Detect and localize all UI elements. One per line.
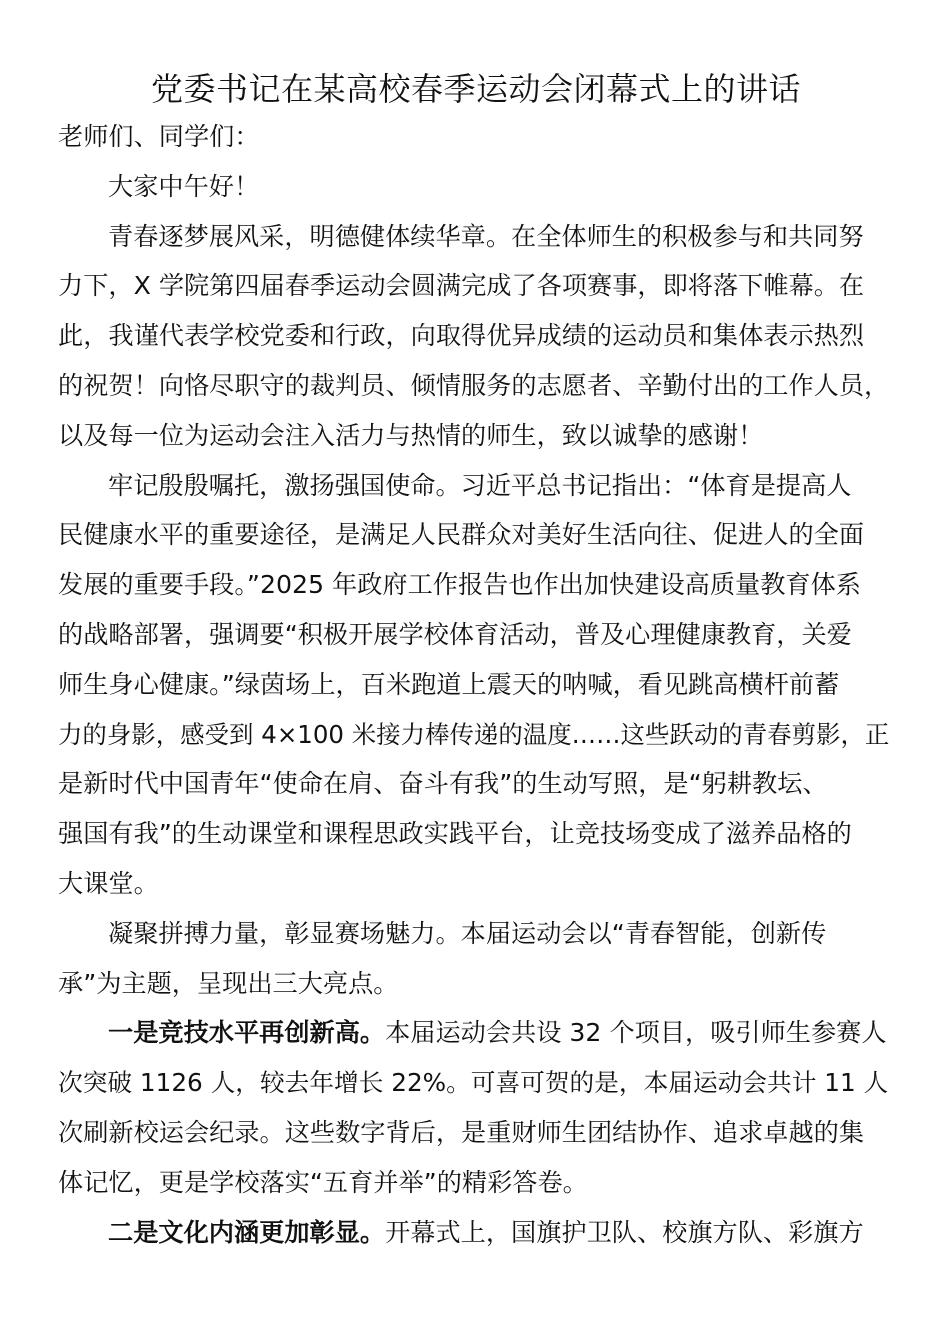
paragraph-line: 民健康水平的重要途径，是满足人民群众对美好生活向往、促进人的全面: [58, 520, 864, 550]
paragraph-text: 开幕式上，国旗护卫队、校旗方队、彩旗方: [385, 1217, 864, 1247]
paragraph-line: 凝聚拼搏力量，彰显赛场魅力。本届运动会以“青春智能，创新传: [108, 918, 827, 948]
paragraph-lead: 二是文化内涵更加彰显。: [108, 1217, 386, 1247]
paragraph-2: [58, 461, 894, 909]
paragraph-line: 以及每一位为运动会注入活力与热情的师生，致以诚挚的感谢！: [58, 420, 764, 450]
paragraph-line: [58, 1008, 894, 1058]
paragraph-line: 师生身心健康。”绿茵场上，百米跑道上震天的呐喊，看见跳高横杆前蓄: [58, 669, 840, 699]
document-page: [58, 66, 894, 1257]
paragraph-5: [58, 1208, 894, 1258]
paragraph-line: 次突破 1126 人，较去年增长 22%。可喜可贺的是，本届运动会共计 11 人: [58, 1068, 889, 1098]
greeting: 大家中午好！: [108, 171, 260, 201]
paragraph-1: [58, 212, 894, 461]
paragraph-line: 体记忆，更是学校落实“五育并举”的精彩答卷。: [58, 1167, 588, 1197]
paragraph-line: 是新时代中国青年“使命在肩、奋斗有我”的生动写照，是“躬耕教坛、: [58, 769, 828, 799]
paragraph-line: 力的身影，感受到 4×100 米接力棒传递的温度……这些跃动的青春剪影，正: [58, 719, 890, 749]
paragraph-text: 本届运动会共设 32 个项目，吸引师生参赛人: [385, 1018, 887, 1048]
paragraph-line: 牢记殷殷嘱托，激扬强国使命。习近平总书记指出：“体育是提高人: [108, 470, 852, 500]
salutation: 老师们、同学们：: [58, 122, 260, 151]
document-title: 党委书记在某高校春季运动会闭幕式上的讲话: [150, 70, 801, 108]
paragraph-line: 青春逐梦展风采，明德健体续华章。在全体师生的积极参与和共同努: [108, 221, 864, 251]
paragraph-line: 大课堂。: [58, 868, 159, 898]
paragraph-line: 发展的重要手段。”2025 年政府工作报告也作出加快建设高质量教育体系: [58, 570, 861, 600]
paragraph-line: 此，我谨代表学校党委和行政，向取得优异成绩的运动员和集体表示热烈: [58, 321, 864, 351]
paragraph-lead: 一是竞技水平再创新高。: [108, 1018, 386, 1048]
paragraph-line: 次刷新校运会纪录。这些数字背后，是重财师生团结协作、追求卓越的集: [58, 1117, 864, 1147]
paragraph-line: [58, 1208, 894, 1258]
paragraph-line: 力下，X 学院第四届春季运动会圆满完成了各项赛事，即将落下帷幕。在: [58, 271, 865, 301]
paragraph-4: [58, 1008, 894, 1207]
paragraph-line: 承”为主题，呈现出三大亮点。: [58, 968, 399, 998]
paragraph-line: 的战略部署，强调要“积极开展学校体育活动，普及心理健康教育，关爱: [58, 619, 852, 649]
paragraph-line: 的祝贺！向恪尽职守的裁判员、倾情服务的志愿者、辛勤付出的工作人员，: [58, 370, 890, 400]
paragraph-3: [58, 909, 894, 1009]
paragraph-line: 强国有我”的生动课堂和课程思政实践平台，让竞技场变成了滋养品格的: [58, 819, 852, 849]
